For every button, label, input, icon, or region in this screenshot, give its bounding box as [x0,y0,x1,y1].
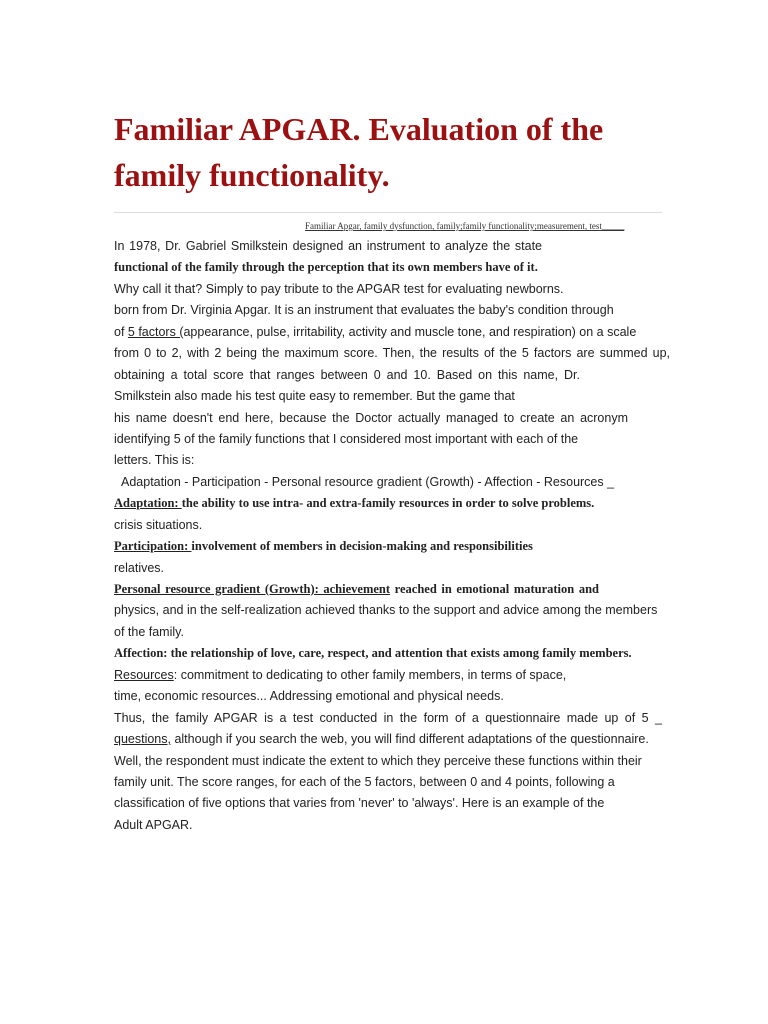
line-prefix: of [114,324,128,339]
keywords-line [305,220,624,232]
body-line: time, economic resources... Addressing emotional and physical needs. [114,689,504,704]
document-title: Familiar APGAR. Evaluation of the family functionality. [114,111,604,193]
participation-label: Participation: [114,539,192,554]
body-line: of the family. [114,624,184,639]
body-line: born from Dr. Virginia Apgar. It is an instrument that evaluates the baby's condition through [114,303,614,318]
body-line [114,322,670,343]
body-line [114,729,670,750]
document-body [114,236,670,836]
growth-label: Personal resource gradient (Growth): achievement [114,582,391,596]
body-line: obtaining a total score that ranges between 0 and 10. Based on this name, Dr. [114,367,580,382]
body-line: his name doesn't end here, because the Doctor actually managed to create an acronym [114,410,628,425]
line-text: although if you search the web, you will find different adaptations of the questionnaire. [170,732,649,747]
body-line: relatives. [114,560,165,575]
body-line: Thus, the family APGAR is a test conducted in the form of a questionnaire made up of 5 _ [114,710,662,725]
keywords-links[interactable]: Familiar Apgar, family dysfunction, family;family functionality;measurement, test_____ [305,221,625,231]
line-text: appearance, pulse, irritability, activity and muscle tone, and respiration) on a scale [183,324,637,339]
resources-label: Resources [114,667,174,682]
body-line [114,579,599,600]
questions-link[interactable]: questions, [114,732,171,747]
body-line [114,665,670,686]
line-text: : commitment to dedicating to other family members, in terms of space, [173,667,567,682]
body-line: Why call it that? Simply to pay tribute to the APGAR test for evaluating newborns. [114,281,564,296]
body-line: classification of five options that varies from 'never' to 'always'. Here is an example of the [114,796,605,811]
five-factors-link[interactable]: 5 factors ( [127,324,184,339]
line-text: involvement of members in decision-making and responsibilities [191,539,533,554]
body-line: functional of the family through the perception that its own members have of it. [114,260,538,275]
body-line: crisis situations. [114,517,203,532]
body-line: Smilkstein also made his test quite easy to remember. But the game that [114,389,515,404]
title-divider [114,212,662,213]
body-line: from 0 to 2, with 2 being the maximum score. Then, the results of the 5 factors are summed up, [114,346,670,361]
adaptation-label: Adaptation: [114,496,182,511]
body-line: identifying 5 of the family functions that I considered most important with each of the [114,431,579,446]
body-line: physics, and in the self-realization achieved thanks to the support and advice among the members [114,603,658,618]
body-line: Adult APGAR. [114,817,193,832]
body-line [114,493,670,514]
body-line: Well, the respondent must indicate the extent to which they perceive these functions within their [114,753,642,768]
body-line: In 1978, Dr. Gabriel Smilkstein designed an instrument to analyze the state [114,239,542,253]
body-line: Affection: the relationship of love, care, respect, and attention that exists among family members. [114,646,632,661]
line-text: the ability to use intra- and extra-family resources in order to solve problems. [181,496,595,511]
body-line: family unit. The score ranges, for each of the 5 factors, between 0 and 4 points, following a [114,774,615,789]
body-line: Adaptation - Participation - Personal resource gradient (Growth) - Affection - Resources _ [121,474,615,489]
body-line: letters. This is: [114,453,195,468]
line-text: reached in emotional maturation and [390,582,599,596]
body-line [114,536,670,557]
